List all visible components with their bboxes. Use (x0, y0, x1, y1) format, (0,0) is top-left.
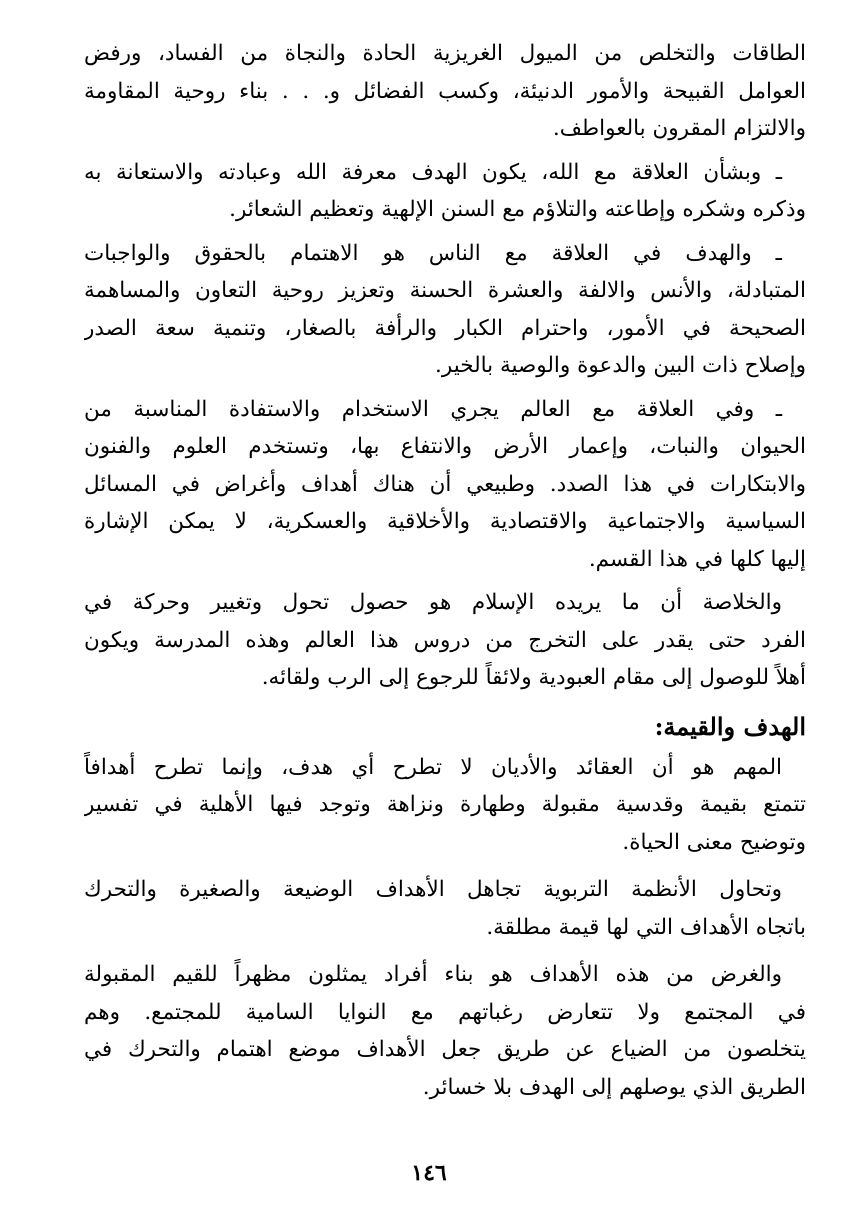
text-line: في المجتمع ولا تتعارض رغباتهم مع النوايا السامية للمجتمع. وهم (84, 999, 806, 1025)
text-line: يتخلصون من الضياع عن طريق جعل الأهداف موضع اهتمام والتحرك في (84, 1037, 806, 1062)
paragraph (84, 35, 806, 148)
text-line: ـ وفي العلاقة مع العالم يجري الاستخدام والاستفادة المناسبة من (84, 396, 782, 422)
text-line: ـ والهدف في العلاقة مع الناس هو الاهتمام بالحقوق والواجبات (84, 240, 782, 266)
text-line: المتبادلة، والأنس والالفة والعشرة الحسنة وتعزيز روحية التعاون والمساهمة (84, 278, 806, 303)
paragraph (84, 391, 806, 579)
text-line: الصحيحة في الأمور، واحترام الكبار والرأفة بالصغار، وتنمية سعة الصدر (84, 315, 806, 341)
text-line: ـ وبشأن العلاقة مع الله، يكون الهدف معرفة الله وعبادته والاستعانة به (84, 159, 782, 185)
text-line: وذكره وشكره وإطاعته والتلاؤم مع السنن الإلهية وتعظيم الشعائر. (229, 197, 806, 222)
text-line: وتوضيح معنى الحياة. (622, 829, 806, 855)
text-line: الحيوان والنبات، وإعمار الأرض والانتفاع بها، وتستخدم العلوم والفنون (84, 434, 806, 459)
text-line: وإصلاح ذات البين والدعوة والوصية بالخير. (435, 353, 806, 378)
paragraph (84, 871, 806, 946)
paragraph (84, 956, 806, 1106)
text-line: والخلاصة أن ما يريده الإسلام هو حصول تحول وتغيير وحركة في (84, 590, 782, 615)
text-line: والالتزام المقرون بالعواطف. (552, 116, 806, 141)
text-line: العوامل القبيحة والأمور الدنيئة، وكسب الفضائل و. . . بناء روحية المقاومة (84, 78, 806, 104)
text-line: الطريق الذي يوصلهم إلى الهدف بلا خسائر. (422, 1074, 806, 1100)
paragraph (84, 584, 806, 697)
text-line: الفرد حتى يقدر على التخرج من دروس هذا العالم وهذه المدرسة ويكون (84, 627, 806, 653)
text-line: تتمتع بقيمة وقدسية مقبولة وطهارة ونزاهة وتوجد فيها الأهلية في تفسير (84, 792, 806, 817)
text-line: أهلاً للوصول إلى مقام العبودية ولائقاً للرجوع إلى الرب ولقائه. (261, 665, 806, 690)
text-line: والغرض من هذه الأهداف هو بناء أفراد يمثلون مظهراً للقيم المقبولة (84, 962, 782, 987)
page-number: ١٤٦ (411, 1160, 447, 1186)
paragraph (84, 154, 806, 229)
text-line: وتحاول الأنظمة التربوية تجاهل الأهداف الوضيعة والصغيرة والتحرك (84, 877, 782, 902)
paragraph (84, 749, 806, 862)
text-line: والابتكارات في هذا الصدد. وطبيعي أن هناك أهداف وأغراض في المسائل (84, 471, 806, 497)
section-heading: الهدف والقيمة: (654, 711, 806, 741)
text-line: باتجاه الأهداف التي لها قيمة مطلقة. (486, 914, 806, 940)
text-line: إليها كلها في هذا القسم. (588, 546, 806, 572)
paragraph (84, 235, 806, 385)
book-page (84, 35, 806, 1106)
text-line: السياسية والاجتماعية والاقتصادية والأخلاقية والعسكرية، لا يمكن الإشارة (84, 509, 806, 534)
text-line: الطاقات والتخلص من الميول الغريزية الحادة والنجاة من الفساد، ورفض (84, 41, 806, 66)
text-line: المهم هو أن العقائد والأديان لا تطرح أي هدف، وإنما تطرح أهدافاً (84, 754, 782, 780)
